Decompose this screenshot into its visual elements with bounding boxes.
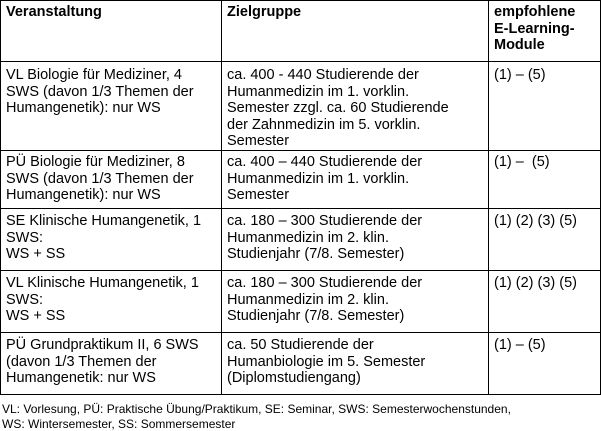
header-veranstaltung <box>1 1 222 62</box>
footnote-line: VL: Vorlesung, PÜ: Praktische Übung/Praktikum, SE: Seminar, SWS: Semesterwochenstunden, <box>2 402 511 416</box>
cell-veranstaltung <box>1 150 222 208</box>
cell-line: Humangenetik): nur WS <box>6 100 161 117</box>
cell-line: ca. 400 - 440 Studierende der <box>227 67 419 83</box>
cell-module <box>489 270 601 332</box>
cell-line: VL Klinische Humangenetik, 1 <box>6 274 199 291</box>
cell-line: Studienjahr (7/8. Semester) <box>227 246 405 263</box>
header-line: Zielgruppe <box>227 4 302 20</box>
cell-line: ca. 180 – 300 Studierende der <box>227 274 423 291</box>
cell-line: Humanmedizin im 2. klin. <box>227 291 389 308</box>
header-zielgruppe <box>222 1 489 62</box>
cell-line: (1) – (5) <box>494 67 546 83</box>
cell-line: Humanmedizin im 2. klin. <box>227 229 389 246</box>
header-line: Module <box>494 37 545 54</box>
cell-line: Humangenetik): nur WS <box>6 187 161 204</box>
cell-module <box>489 62 601 151</box>
cell-line: Semester zzgl. ca. 60 Studierende <box>227 100 449 117</box>
cell-line: ca. 180 – 300 Studierende der <box>227 212 423 229</box>
table-row <box>1 270 601 332</box>
cell-line: (1) – (5) <box>494 153 550 170</box>
cell-line: WS + SS <box>6 308 66 325</box>
cell-line: SWS: <box>6 291 44 308</box>
header-line: empfohlene <box>494 4 576 20</box>
cell-zielgruppe <box>222 62 489 151</box>
table-row <box>1 208 601 270</box>
cell-zielgruppe <box>222 150 489 208</box>
cell-line: ca. 50 Studierende der <box>227 336 374 353</box>
cell-line: Humanmedizin im 1. vorklin. <box>227 83 410 100</box>
table-row <box>1 332 601 394</box>
header-line: Veranstaltung <box>6 4 102 20</box>
cell-line: ca. 400 – 440 Studierende der <box>227 153 423 170</box>
footnote <box>2 402 600 431</box>
cell-line: PÜ Biologie für Mediziner, 8 <box>6 153 185 170</box>
footnote-line: WS: Wintersemester, SS: Sommersemester <box>2 416 236 431</box>
cell-line: (1) (2) (3) (5) <box>494 212 577 229</box>
cell-line: Semester <box>227 133 290 150</box>
cell-line: SWS (davon 1/3 Themen der <box>6 83 194 100</box>
cell-line: (Diplomstudiengang) <box>227 370 361 387</box>
cell-line: (1) – (5) <box>494 336 546 353</box>
table-row <box>1 62 601 151</box>
cell-line: der Zahnmedizin im 5. vorklin. <box>227 116 421 133</box>
cell-line: Humanmedizin im 1. vorklin. <box>227 170 410 187</box>
cell-line: PÜ Grundpraktikum II, 6 SWS <box>6 336 199 353</box>
cell-veranstaltung <box>1 332 222 394</box>
cell-line: WS + SS <box>6 246 66 263</box>
header-line: E-Learning- <box>494 20 575 37</box>
cell-module <box>489 332 601 394</box>
header-module <box>489 1 601 62</box>
cell-line: (davon 1/3 Themen der <box>6 353 157 370</box>
cell-line: SE Klinische Humangenetik, 1 <box>6 212 202 229</box>
cell-line: SWS (davon 1/3 Themen der <box>6 170 194 187</box>
cell-zielgruppe <box>222 270 489 332</box>
cell-zielgruppe <box>222 208 489 270</box>
cell-veranstaltung <box>1 270 222 332</box>
cell-zielgruppe <box>222 332 489 394</box>
table-row <box>1 150 601 208</box>
cell-veranstaltung <box>1 208 222 270</box>
cell-line: VL Biologie für Mediziner, 4 <box>6 67 182 83</box>
cell-module <box>489 150 601 208</box>
cell-line: SWS: <box>6 229 44 246</box>
cell-veranstaltung <box>1 62 222 151</box>
cell-line: Humanbiologie im 5. Semester <box>227 353 426 370</box>
cell-line: (1) (2) (3) (5) <box>494 274 577 291</box>
cell-module <box>489 208 601 270</box>
cell-line: Studienjahr (7/8. Semester) <box>227 308 405 325</box>
cell-line: Humangenetik: nur WS <box>6 370 156 387</box>
header-row <box>1 1 601 62</box>
cell-line: Semester <box>227 187 290 204</box>
